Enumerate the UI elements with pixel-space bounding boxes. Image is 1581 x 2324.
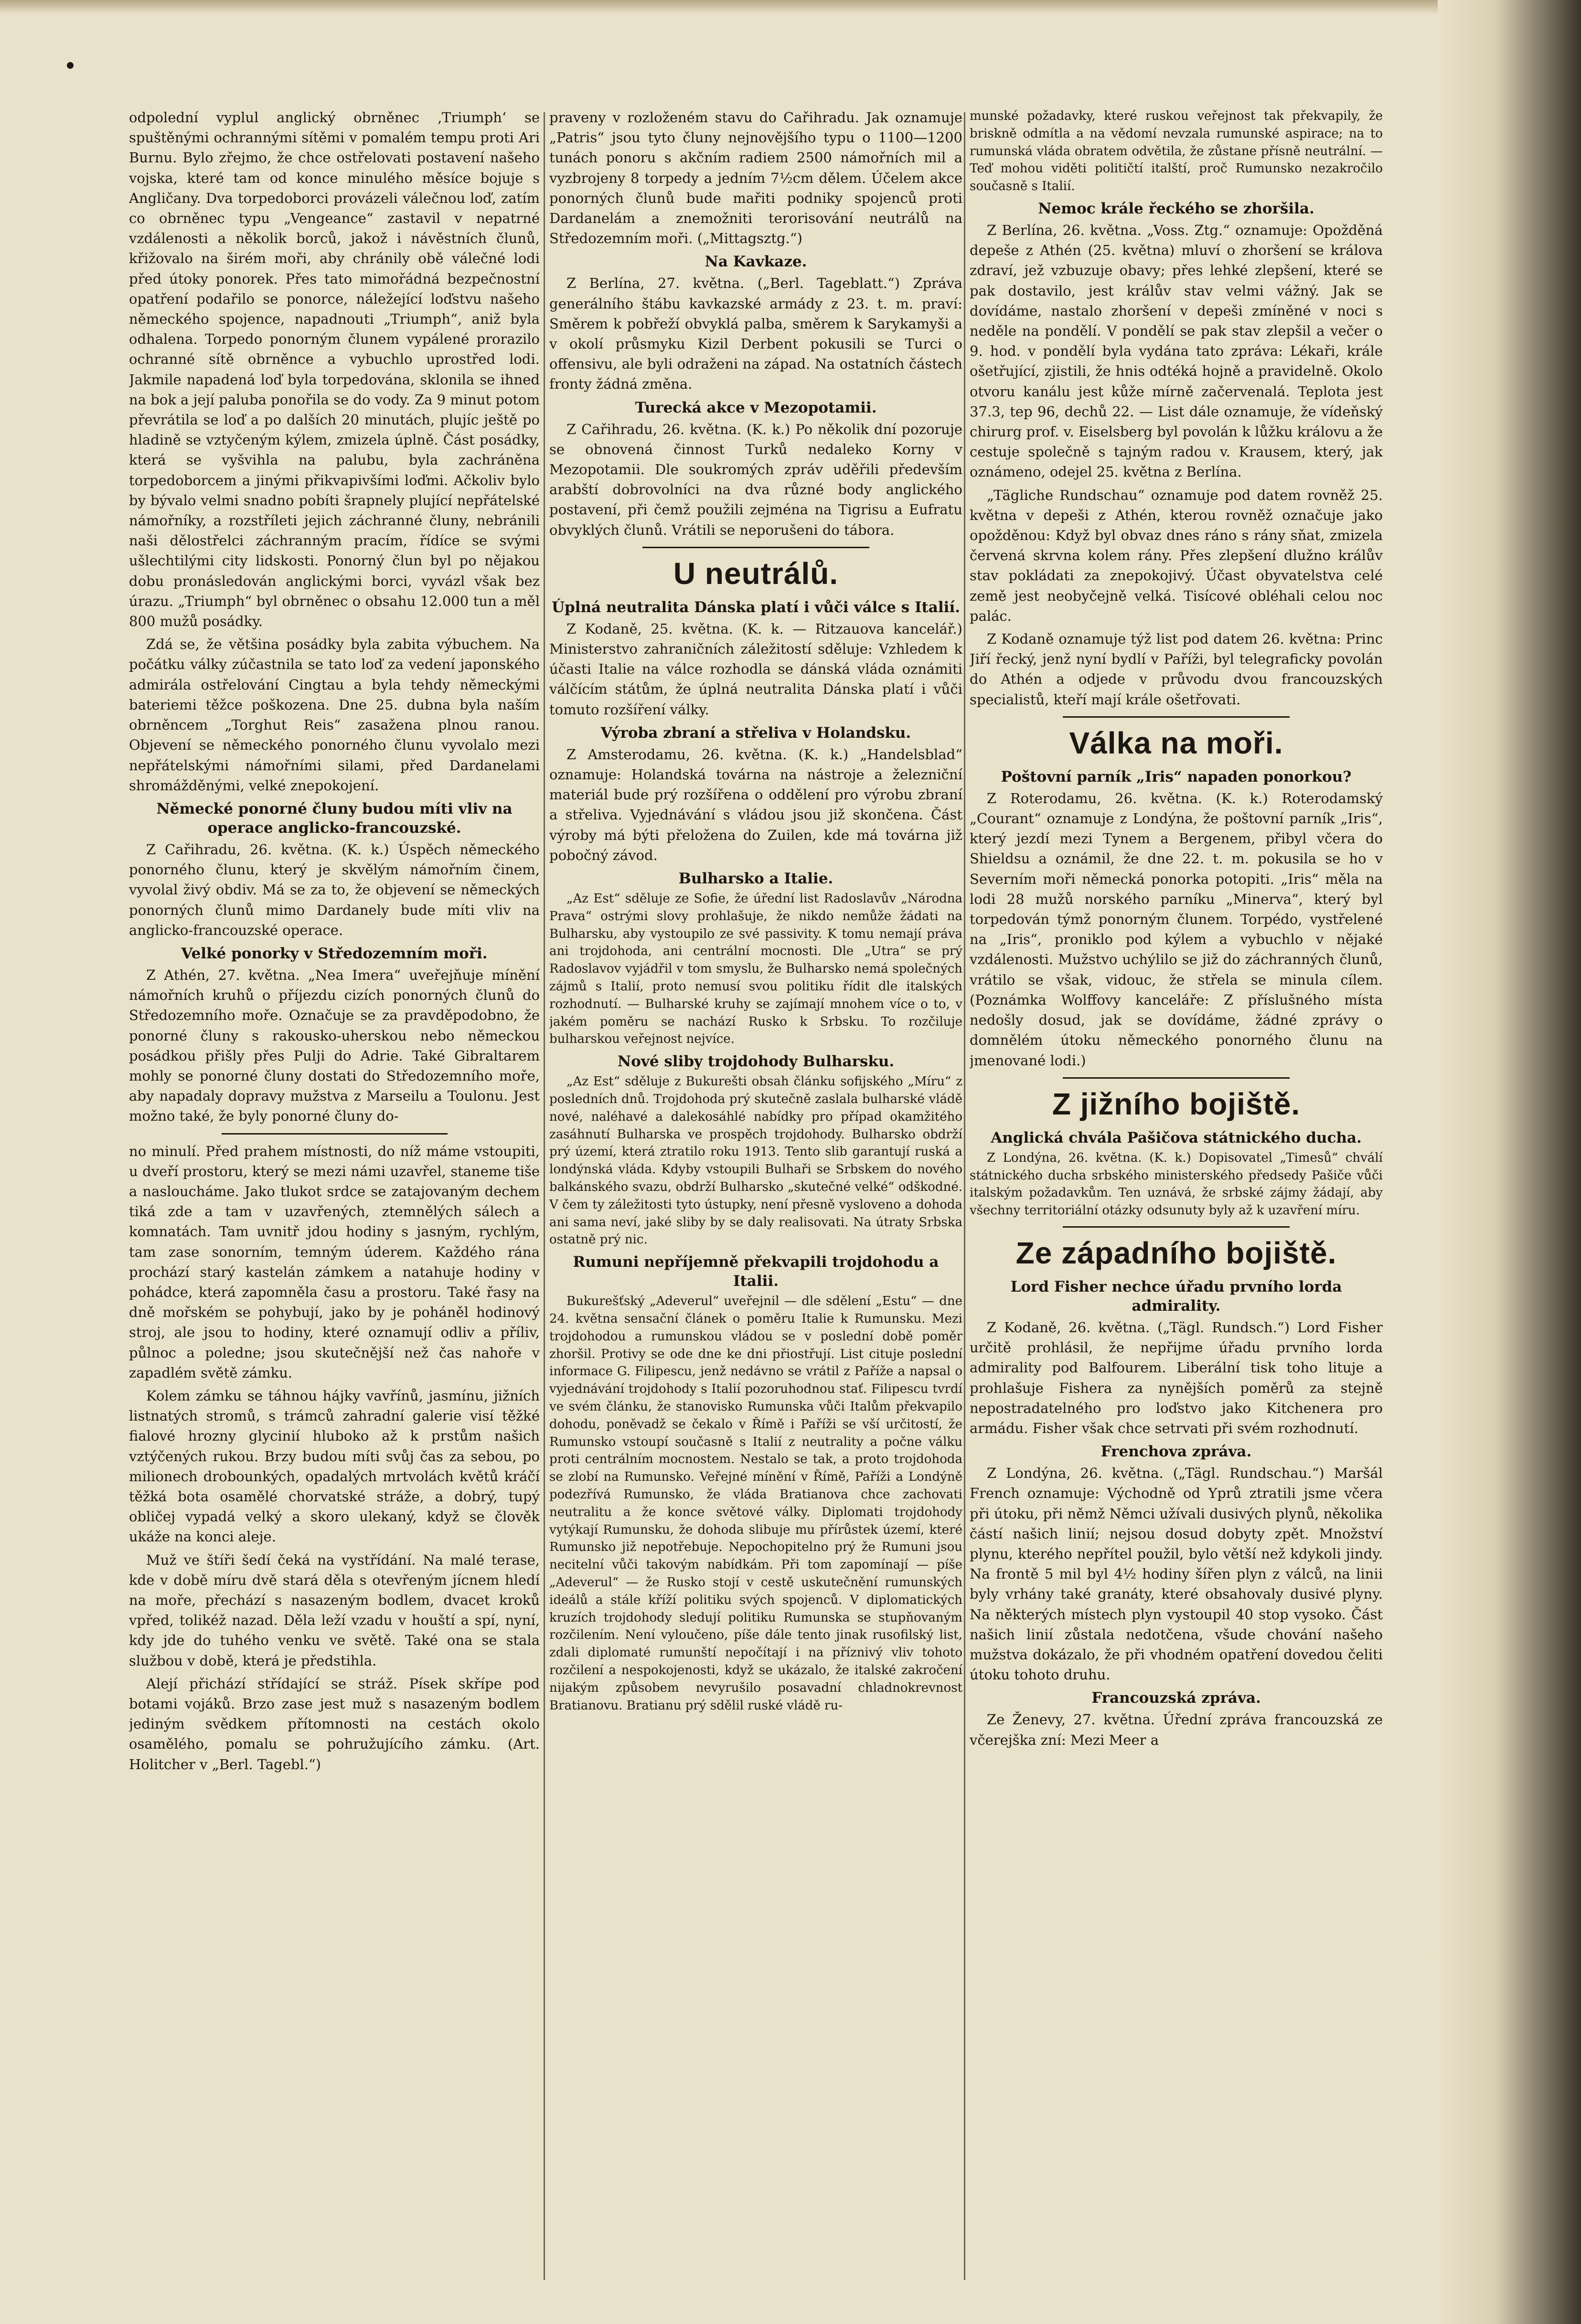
section-divider — [1063, 716, 1290, 718]
article-caucasus: Z Berlína, 27. května. („Berl. Tageblatt.“) Zpráva generálního štábu kavkazské armády z 23. t. m. praví: Směrem k pobřeží obvyklá palba, směrem k Sarykamyši a v okolí průsmyku Kizil Derbent pokusili se Turci o offensivu, ale byli odraženi na západ. Na ostatních částech fronty žádná změna. — [549, 275, 962, 393]
feuilleton-divider — [222, 1133, 448, 1135]
headline-bulgaria-italy: Bulharsko a Italie. — [678, 870, 833, 888]
headline-holland-arms: Výroba zbraní a střeliva v Holandsku. — [600, 724, 911, 742]
headline-french-report: Frenchova zpráva. — [1100, 1443, 1252, 1461]
article-romanians: Bukurešťský „Adeverul“ uveřejnil — dle sdělení „Estu“ — dne 24. května sensační článek o poměru Italie k Rumunsku. Mezi trojdohodou a rumunskou vládou se v poslední době poměr zhoršil. Protivy se ode dne ke dni přiostřují. List cituje poslední informace G. Filipescu, jenž nedávno se vrátil z Paříže a napsal o vyjednávání trojdohody s Italií pozoruhodnou stať. Filipescu tvrdí ve svém článku, že stanovisko Rumunska vůči Italům překvapilo dohodu, poněvadž se čekalo v Římě i Paříži se vší určitostí, že Rumunsko vstoupí současně s Italií z neutrality a počne válku proti centrálním mocnostem. Nestalo se tak, a proto trojdohoda se zlobí na Rumunsko. Veřejné mínění v Římě, Paříži a Londýně podezřívá Rumunsko, že vláda Bratianova chce zachovati neutralitu a že konce světové války. Diplomati trojdohody vytýkají Rumunsku, že dohoda slibuje mu přírůstek území, které Rumunsko již nepotřebuje. Nepochopitelno prý že Rumuni jsou necitelní vůči takovým nabídkám. Při tom zapomínají — píše „Adeverul“ — že Rusko stojí v cestě uskutečnění rumunských ideálů a stále kříží politiku svých spojenců. V diplomatických kruzích trojdohody sledují politiku Rumunska se stupňovaným rozčilením. Není vyloučeno, píše dále tento jinak rusofilský list, zdali diplomaté rumunští nepočítají i na příznivý vliv tohoto rozčilení a nespokojenosti, když se ukázalo, že italské zakročení nijakým způsobem nevyrušilo posavadní chladnokrevnost Bratianovu. Bratianu prý sdělil ruské vládě ru- — [549, 1294, 962, 1713]
headline-german-submarines-influence: Německé ponorné čluny budou míti vliv na operace anglicko-francouzské. — [156, 800, 513, 837]
headline-french-official-report: Francouzská zpráva. — [1091, 1689, 1261, 1707]
article-submarines-transport: praveny v rozloženém stavu do Cařihradu. Jak oznamuje „Patris“ jsou tyto čluny nejnovějšího typu o 1100—1200 tunách ponoru s akčním radiem 2500 námořních mil a vyzbrojeny 8 torpedy a jedním 7½cm dělem. Účelem akce ponorných člunů bude mařiti podniky spojenců proti Dardanelám a znemožniti terorisování neutrálů na Středozemním moři. („Mittagsztg.“) — [549, 109, 962, 247]
headline-greek-king-illness: Nemoc krále řeckého se zhoršila. — [1038, 200, 1314, 217]
headline-iris-attacked: Poštovní parník „Iris“ napaden ponorkou? — [1001, 768, 1352, 785]
column-1 — [129, 107, 540, 2285]
article-denmark: Z Kodaně, 25. května. (K. k. — Ritzauova kancelář.) Ministerstvo zahraničních záležitostí sděluje: Vzhledem k účasti Italie na válce rozhodla se dánská vláda oznámiti válčícím státům, že úplná neutralita Dánska platí i vůči tomuto rozšíření války. — [549, 620, 962, 718]
article-greek-king-3: Z Kodaně oznamuje týž list pod datem 26. května: Princ Jiří řecký, jenž nyní bydlí v Paříži, byl telegraficky povolán do Athén a odjede v průvodu dvou francouzských specialistů, kteří mají krále ošetřovati. — [970, 631, 1383, 708]
column-2 — [549, 107, 962, 2285]
column-3 — [970, 107, 1383, 2285]
section-divider — [642, 547, 870, 548]
headline-english-praise-pasic: Anglická chvála Pašičova státnického ducha. — [991, 1129, 1362, 1146]
section-divider — [1063, 1226, 1290, 1228]
section-title-neutrals: U neutrálů. — [673, 556, 839, 591]
page-dot-mark — [67, 62, 74, 69]
column-divider-2 — [964, 112, 965, 2280]
article-pasic: Z Londýna, 26. května. (K. k.) Dopisovatel „Timesů“ chválí státnického ducha srbského ministerského předsedy Pašiče vůči italským požadavkům. Ten uznává, že srbské zájmy žádají, aby všechny territoriální otázky odsunuty byly až k uzavření míru. — [970, 1150, 1383, 1218]
section-title-western-front: Ze západního bojiště. — [1015, 1235, 1337, 1270]
article-greek-king-1: Z Berlína, 26. května. „Voss. Ztg.“ oznamuje: Opožděná depeše z Athén (25. května) mluví o zhoršení se králova zdraví, jež vzbuzuje obavy; přes lehké zlepšení, které se pak dostavilo, jest králův stav velmi vážný. Jak se dovídáme, nastalo zhoršení v depeši zmíněné v noci s neděle na pondělí. V pondělí se pak stav zlepšil a večer o 9. hod. v pondělí byla vydána tato zpráva: Lékaři, krále ošetřující, zjistili, že hnis odtéká hojně a pravidelně. Okolo otvoru kanálu jest kůže mírně začervenalá. Teplota jest 37.3, tep 96, dechů 22. — List dále oznamuje, že vídeňský chirurg prof. v. Eiselsberg byl povolán k lůžku královu a že cestuje společně s tajným radou v. Krausem, který, jak oznámeno, odejel 25. května z Berlína. — [970, 222, 1383, 480]
article-bulgaria-italy: „Az Est“ sděluje ze Sofie, že úřední list Radoslavův „Národna Prava“ ostrými slovy prohlašuje, že nikdo nemůže žádati na Bulharsku, aby vystoupilo ze své passivity. K tomu nemají práva ani trojdohoda, ani centrální mocnosti. Dle „Utra“ se prý Radoslavov vyjádřil v tom smyslu, že Bulharsko nemá společných zájmů s Italií, proto nemusí svou politiku řídit dle italských rozhodnutí. — Bulharské kruhy se zajímají mnohem více o to, v jakém poměru se nachází Rusko k Srbsku. To rozčiluje bulharskou veřejnost nejvíce. — [549, 891, 962, 1047]
article-mesopotamia: Z Cařihradu, 26. května. (K. k.) Po několik dní pozoruje se obnovená činnost Turků nedaleko Korny v Mezopotamii. Dle soukromých zpráv uděřili především arabští dobrovolníci na dva různé body anglického postavení, při čemž použili zejména na Tigrisu a Eufratu obvyklých člunů. Vrátili se neporušeni do tábora. — [549, 421, 962, 538]
feuilleton-paragraph-2: Kolem zámku se táhnou hájky vavřínů, jasmínu, jižních listnatých stromů, s trámců zahradní galerie visí těžké fialové hrozny glycinií hluboko až k prstům našich vztýčených rukou. Brzy budou míti svůj čas za sebou, po milionech drobounkých, opadalých mrtvolách květů kráčí těžká bota osamělé chorvatské stráže, a dobrý, tupý obličej vypadá velký a skoro ulekaný, když se člověk ukáže na konci aleje. — [129, 1387, 540, 1545]
article-triumph-text: odpolední vyplul anglický obrněnec ‚Triumph‘ se spuštěnými ochrannými sítěmi v pomalém tempu proti Ari Burnu. Bylo zřejmo, že chce ostřelovati postavení našeho vojska, které tam od konce minulého měsíce bojuje s Angličany. Dva torpedoborci provázeli válečnou loď, zatím co obrněnec typu „Vengeance“ zastavil v nepatrné vzdálenosti a několik borců, jakož i návěstních člunů, křižovalo na širém moři, aby chránily obě válečné lodi před útoky ponorek. Přes tato mimořádná bezpečnostní opatření podařilo se ponorce, náležející loďstvu našeho německého spojence, napadnouti „Triumph“, aniž byla odhalena. Torpedo ponorným člunem vypálené prorazilo ochranné sítě obrněnce a vybuchlo uprostřed lodi. Jakmile napadená loď byla torpedována, sklonila se ihned na bok a její paluba ponořila se do vody. Za 9 minut potom převrátila se loď a po dalších 20 minutách, plujíc ještě po hladině se vztyčeným kýlem, zmizela úplně. Část posádky, která se vyšvihla na palubu, byla zachráněna torpedoborcem a jinými přikvapivšími loďmi. Ačkoliv bylo by bývalo velmi snadno pobíti šrapnely plující nepřátelské námořníky, a rozstříleti jejich záchranné čluny, nebránili naši dělostřelci záchranným pracím, řídíce se svými ušlechtilými city lidskosti. Ponorný člun byl po nějakou dobu pronásledován anglickými borci, vyvázl však bez úrazu. „Triumph“ byl obrněnec o obsahu 12.000 tun a měl 800 mužů posádky. — [129, 109, 540, 630]
headline-caucasus: Na Kavkaze. — [705, 253, 807, 271]
article-constantinople-success: Z Cařihradu, 26. května. (K. k.) Úspěch německého ponorného člunu, který je skvělým námořním činem, vyvolal živý obdiv. Má se za to, že objevení se německých ponorných člunů mimo Dardanely bude míti vliv na anglicko-francouzské operace. — [129, 841, 540, 938]
headline-large-submarines-mediterranean: Velké ponorky v Středozemním moři. — [181, 944, 488, 962]
headline-lord-fisher: Lord Fisher nechce úřadu prvního lorda admirality. — [1010, 1278, 1342, 1315]
article-lord-fisher: Z Kodaně, 26. května. („Tägl. Rundsch.“) Lord Fisher určitě prohlásil, že nepřijme úřadu prvního lorda admirality pod Balfourem. Liberální tisk toho lituje a prohlašuje Fishera za nynějších poměrů za stejně nepostradatelného pro loďstvo jako Kitchenera pro armádu. Fisher však chce setrvati při svém rozhodnutí. — [970, 1319, 1383, 1436]
article-iris: Z Roterodamu, 26. května. (K. k.) Roterodamský „Courant“ oznamuje z Londýna, že poštovní parník „Iris“, který jezdí mezi Tynem a Bergenem, přibyl včera do Shieldsu a oznámil, že dne 22. t. m. pokusila se ho v Severním moři německá ponorka potopiti. „Iris“ měla na lodi 28 mužů norského parníku „Minerva“, který byl torpedován týmž ponorným člunem. Torpédo, vystřelené na „Iris“, proniklo pod kýlem a vybuchlo v nějaké vzdálenosti. Mužstvo uchýlilo se již do záchranných člunů, vrátilo se však, vidouc, že střela se minula cílem. (Poznámka Wolffovy kanceláře: Z příslušného místa nedošly dosud, jak se dovídáme, žádné zprávy o domnělém útoku německého ponorného člunu na jmenované lodi.) — [970, 790, 1383, 1069]
column-divider-1 — [544, 112, 545, 2280]
article-french-official: Ze Ženevy, 27. května. Úřední zpráva francouzská ze včerejška zní: Mezi Meer a — [970, 1711, 1383, 1748]
section-divider — [1063, 1077, 1290, 1079]
article-new-promises: „Az Est“ sděluje z Bukurešti obsah článku sofijského „Míru“ z posledních dnů. Trojdohoda prý skutečně zaslala bulharské vládě nové, naléhavé a dalekosáhlé nabídky pro případ okamžitého zasáhnutí Bulharska ve prospěch trojdohody. Bulharsko obdrží prý území, která ztratilo roku 1913. Tento slib garantují ruská a londýnská vláda. Kdyby vstoupili Bulhaři se Srbskem do nového balkánského svazu, obdrží Bulharsko „skutečné velké“ odškodné. V čem ty záležitosti tyto ústupky, není přesně vysloveno a dohoda ani sama neví, jaké sliby by se daly realisovati. Na útraty Srbska ostatně prý nic. — [549, 1074, 962, 1247]
article-athens-nea-imera: Z Athén, 27. května. „Nea Imera“ uveřejňuje mínění námořních kruhů o příjezdu cizích ponorných člunů do Středozemního moře. Označuje se za pravděpodobno, že ponorné čluny s rakousko-uherskou nebo německou posádkou přišly přes Pulji do Adrie. Také Gibraltarem mohly se ponorné čluny dostati do Středozemního moře, aby napadaly dopravy mužstva z Marseilu a Toulonu. Jest možno také, že byly ponorné čluny do- — [129, 966, 540, 1125]
section-title-war-at-sea: Válka na moři. — [1069, 725, 1283, 760]
page-right-edge-shadow — [1438, 0, 1581, 2324]
headline-turkish-mesopotamia: Turecká akce v Mezopotamii. — [635, 399, 877, 416]
headline-new-promises-bulgaria: Nové sliby trojdohody Bulharsku. — [617, 1053, 895, 1071]
article-holland: Z Amsterodamu, 26. května. (K. k.) „Handelsblad“ oznamuje: Holandská továrna na nástroje a železniční materiál bude prý rozšířena o oddělení pro výrobu zbraní a střeliva. Vyjednávání s vládou jsou již skončena. Část výroby má býti přeložena do Zuilen, kde má továrna již pobočný závod. — [549, 746, 962, 863]
headline-denmark-neutrality: Úplná neutralita Dánska platí i vůči válce s Italií. — [551, 598, 961, 616]
feuilleton-paragraph-3: Muž ve štíři šedí čeká na vystřídání. Na malé terase, kde v době míru dvě stará děla s otevřeným jícnem hledí na moře, přechází s nasazeným bodlem, dvacet kroků vpřed, tolikéž nazad. Děla leží vzadu v houští a spí, nyní, kdy jde do tuhého venku ve světě. Také ona se stala službou v době, která je předstihla. — [129, 1551, 540, 1669]
feuilleton-paragraph-4: Alejí přichází střídající se stráž. Písek skřípe pod botami vojáků. Brzo zase jest muž s nasazeným bodlem jediným svědkem přítomnosti na cestách okolo osamělého, pomalu se pohružujícího zámku. (Art. Holitcher v „Berl. Tagebl.“) — [129, 1675, 540, 1772]
article-greek-king-2: „Tägliche Rundschau“ oznamuje pod datem rovněž 25. května v depeši z Athén, kterou rovněž označuje jako opožděnou: Když byl obvaz dnes ráno s rány sňat, zmizela červená skrvna kolem rány. Přes zlepšení dlužno králův stav pokládati za znepokojivý. Účast obyvatelstva celé země jest neobyčejně velká. Tisícové obléhali celou noc palác. — [970, 487, 1383, 624]
section-title-southern-front: Z jižního bojiště. — [1052, 1086, 1301, 1121]
feuilleton-paragraph-1: no minulí. Před prahem místnosti, do níž máme vstoupiti, u dveří prostoru, který se mezi námi uzavřel, staneme tiše a nasloucháme. Jako tlukot srdce se zatajovaným dechem tiká zde a tam v uzavřených, ztemnělých sálech a komnatách. Tam uvnitř jdou hodiny s jasným, rychlým, tam zase sonorním, temným úderem. Každého rána prochází starý kastelán zámkem a natahuje hodiny v pohádce, která zapomněla času a prostoru. Také řasy na dně mořském se pohybují, jako by je poháněl hodinový stroj, ale jsou to hodiny, které oznamují odliv a příliv, půlnoc a poledne; jsou skutečnější než čas nahoře v zapadlém světě zámku. — [129, 1143, 540, 1381]
article-romania-continued: munské požadavky, které ruskou veřejnost tak překvapily, že briskně odmítla a na vědomí nevzala rumunské aspirace; na to rumunská vláda obratem odvětila, že zůstane přísně neutrální. — Teď mohou viděti političtí italští, proč Rumunsko nezakročilo současně s Italií. — [970, 109, 1383, 194]
headline-romanians-surprised: Rumuni nepříjemně překvapili trojdohodu a Italii. — [573, 1253, 939, 1290]
article-triumph-text-2: Zdá se, že většina posádky byla zabita výbuchem. Na počátku války zúčastnila se tato loď za vedení japonského admirála ostřelování Cingtau a byla tehdy německými bateriemi těžce poškozena. Dne 25. dubna byla naším obrněncem „Torghut Reis“ zasažena plnou ranou. Objevení se německého ponorného člunu vyvolalo mezi nepřátelskými námořními silami, před Dardanelami shromážděnými, velké znepokojení. — [129, 636, 540, 794]
article-french-report: Z Londýna, 26. května. („Tägl. Rundschau.“) Maršál French oznamuje: Východně od Yprů ztratili jsme včera při útoku, při němž Němci užívali dusivých plynů, několika částí našich linií; nejsou dosud dobyty zpět. Množství plynu, kterého nepřítel použil, bylo větší než kdykoli jindy. Na frontě 5 mil byl 4½ hodiny šířen plyn z válců, na linii byly vrhány také granáty, které obsahovaly dusivé plyny. Na některých místech plyn vystoupil 40 stop vysoko. Část našich linií zůstala nedotčena, všude chování našeho mužstva dokázalo, že při vhodném opatření dovedou čeliti útoku tohoto druhu. — [970, 1465, 1383, 1683]
page-top-edge — [0, 0, 1581, 14]
